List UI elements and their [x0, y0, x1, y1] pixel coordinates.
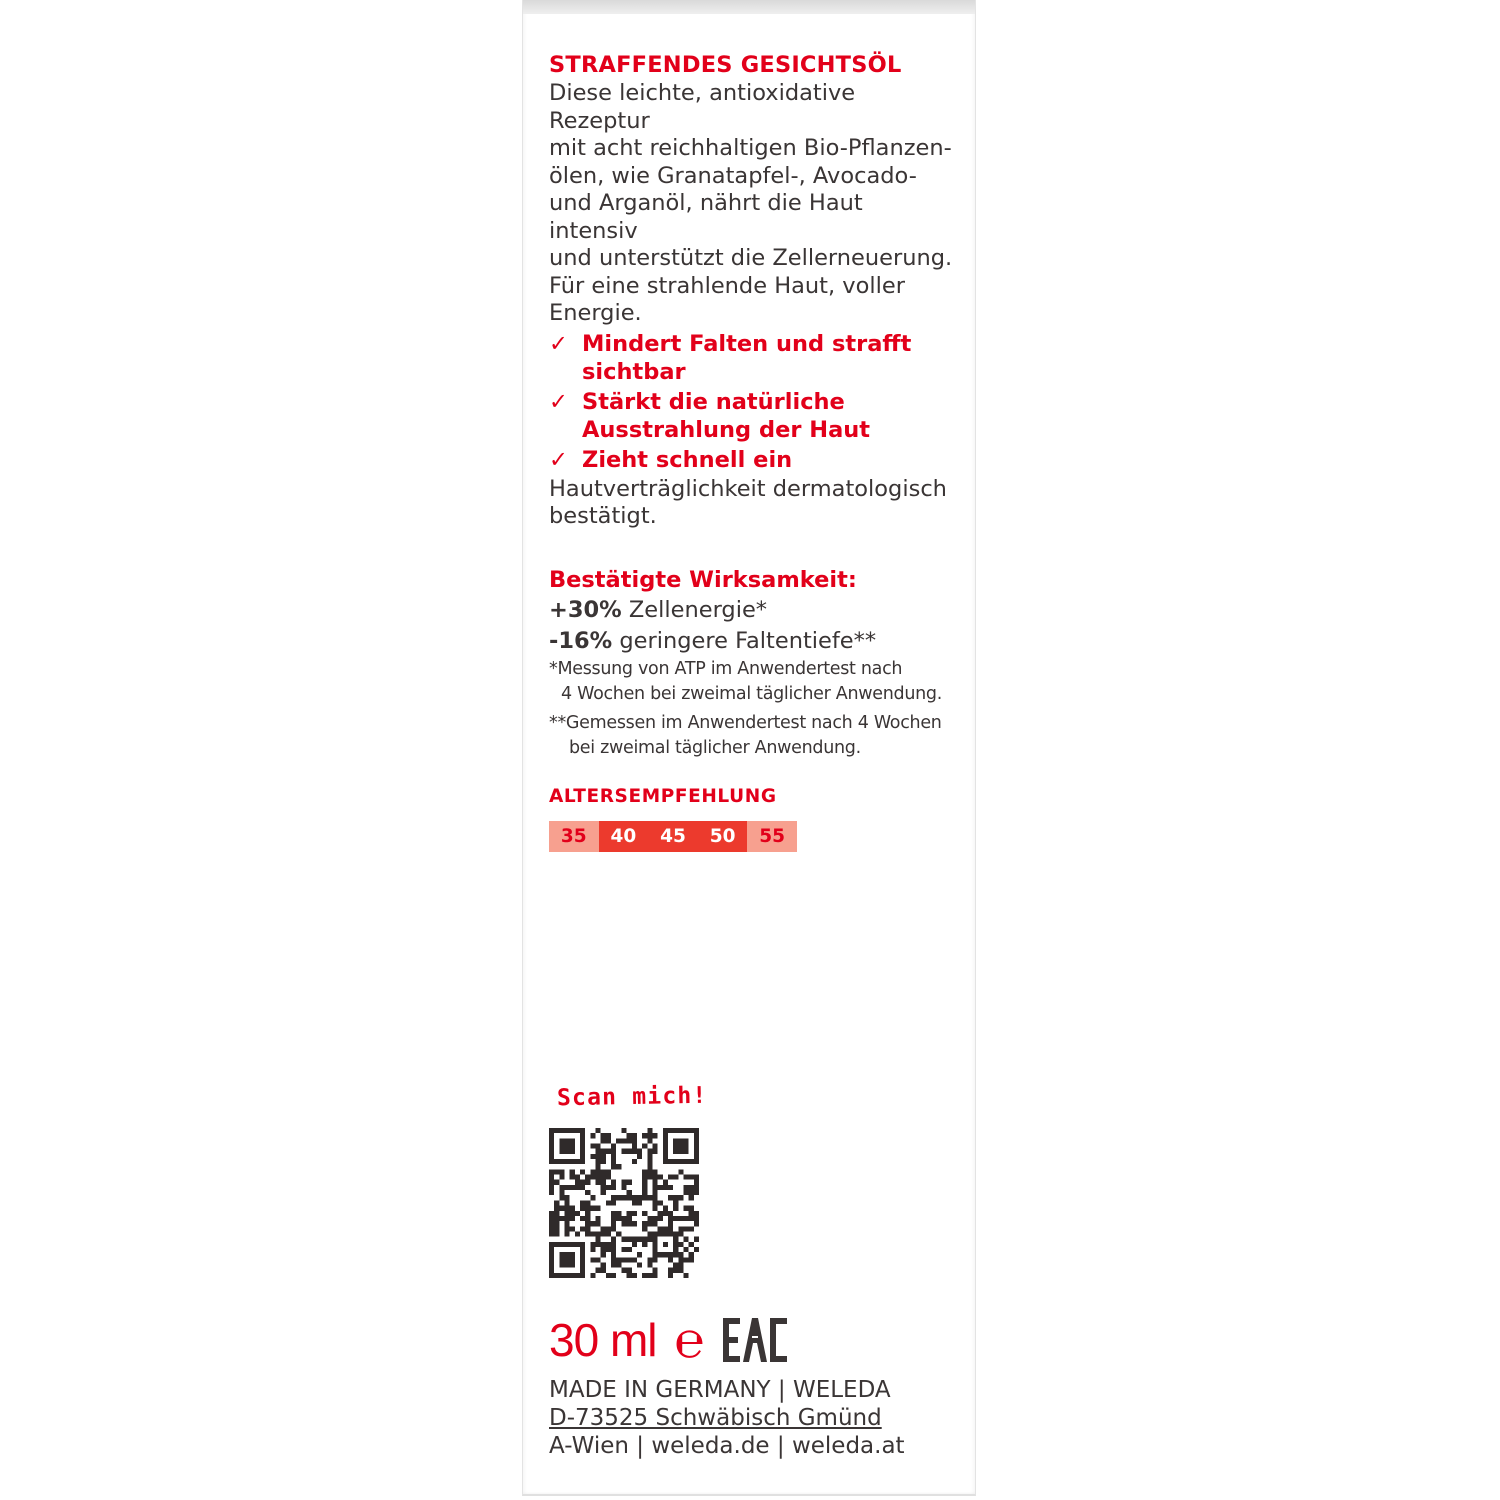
efficacy-stat: +30% Zellenergie* — [549, 596, 768, 623]
checkmark-icon: ✓ — [549, 330, 568, 357]
age-recommendation-title: ALTERSEMPFEHLUNG — [549, 785, 777, 807]
manufacturer-address: MADE IN GERMANY | WELEDA D-73525 Schwäbisch Gmünd A-Wien | weleda.de | weleda.at — [549, 1377, 905, 1459]
scan-me-label: Scan mich! — [556, 1082, 708, 1112]
volume-label: 30 ml — [549, 1314, 657, 1366]
benefit-item: ✓ Stärkt die natürliche Ausstrahlung der Haut — [549, 388, 871, 443]
checkmark-icon: ✓ — [549, 446, 568, 473]
estimated-sign-icon: ℮ — [674, 1311, 705, 1369]
age-scale-cell: 50 — [698, 821, 748, 852]
product-description: Diese leichte, antioxidative Rezeptur mit acht reichhaltigen Bio-Pflanzen- ölen, wie Granatapfel-, Avocado- und Arganöl, nährt die Haut intensiv und unterstützt die Zellerneuerung. Für eine strahlende Haut, voller Energie. — [549, 80, 953, 326]
footnote: **Gemessen im Anwendertest nach 4 Wochen bei zweimal täglicher Anwendung. — [549, 712, 942, 758]
qr-code-icon[interactable] — [549, 1128, 699, 1278]
benefit-item: ✓ Zieht schnell ein — [549, 446, 793, 473]
age-scale-cell: 45 — [648, 821, 698, 852]
age-recommendation-scale — [549, 821, 797, 852]
footnote: *Messung von ATP im Anwendertest nach 4 Wochen bei zweimal täglicher Anwendung. — [549, 658, 942, 704]
package-top-edge — [523, 0, 975, 14]
checkmark-icon: ✓ — [549, 388, 568, 415]
age-scale-cell: 40 — [599, 821, 649, 852]
benefits-list — [549, 330, 953, 474]
product-title: STRAFFENDES GESICHTSÖL — [549, 52, 902, 78]
tolerance-note: Hautverträglichkeit dermatologisch bestätigt. — [549, 475, 947, 529]
product-package-side-panel — [522, 0, 976, 1496]
eac-mark-icon — [723, 1316, 787, 1364]
benefit-item: ✓ Mindert Falten und strafft sichtbar — [549, 330, 912, 385]
age-scale-cell: 35 — [549, 821, 599, 852]
efficacy-title: Bestätigte Wirksamkeit: — [549, 566, 857, 593]
age-scale-cell: 55 — [747, 821, 797, 852]
volume-row — [549, 1310, 787, 1370]
efficacy-stat: -16% geringere Faltentiefe** — [549, 627, 877, 654]
panel-content — [549, 50, 953, 852]
